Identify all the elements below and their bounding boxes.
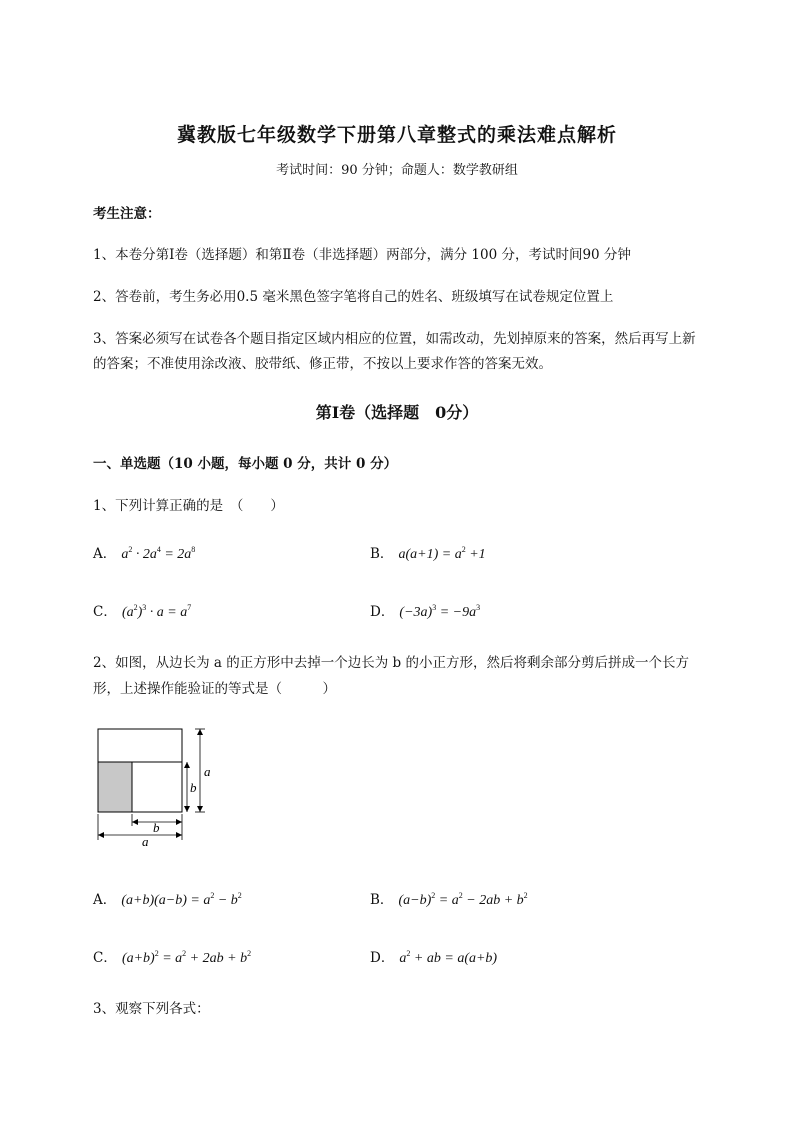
q1-stem: 1、下列计算正确的是 （ ）: [93, 498, 284, 514]
q1-option-a[interactable]: [93, 542, 195, 563]
q2-line-2: 形，上述操作能验证的等式是（ ）: [93, 681, 336, 697]
q1-option-a-expr: $a^2 \cdot 2a^4 = 2a^8$: [121, 545, 196, 562]
label-b-bottom: b: [153, 820, 160, 835]
q2-option-d-expr: $a^2$ + ab = a(a+b): [399, 949, 498, 966]
q1-option-c-label: C．: [93, 604, 117, 620]
q1-option-d-label: D．: [370, 604, 395, 620]
label-b-right: b: [190, 780, 197, 795]
q2-option-a[interactable]: [93, 888, 242, 909]
q1-option-d[interactable]: [370, 600, 480, 621]
q2-option-c-expr: $(a+b)^2 = a^2 + 2ab + b^2$: [121, 949, 252, 966]
q2-option-d-label: D．: [370, 950, 395, 966]
q1-option-b-label: B．: [370, 546, 394, 562]
q2-figure: [90, 722, 225, 852]
q1-option-b[interactable]: [370, 542, 486, 563]
q3-stem: 3、观察下列各式：: [93, 1001, 210, 1017]
q2-option-a-label: A．: [93, 892, 117, 908]
q1-option-a-label: A．: [93, 546, 117, 562]
page-subtitle: 考试时间：90 分钟；命题人：数学教研组: [276, 163, 518, 178]
notice-item-2: 2、答卷前，考生务必用0.5 毫米黑色签字笔将自己的姓名、班级填写在试卷规定位置上: [93, 289, 614, 305]
q2-option-b[interactable]: [370, 888, 528, 909]
section-title: 第Ⅰ卷（选择题 0分）: [315, 403, 479, 422]
notice-item-3: 3、答案必须写在试卷各个题目指定区域内相应的位置，如需改动，先划掉原来的答案，然后再写上新: [93, 331, 696, 347]
q1-option-d-expr: $(-3a)^3 = -9a^3$: [399, 603, 481, 620]
notice-item-1: 1、本卷分第Ⅰ卷（选择题）和第Ⅱ卷（非选择题）两部分，满分 100 分，考试时间90 分钟: [93, 247, 631, 263]
q1-option-c-expr: $(a^2)^3 \cdot a = a^7$: [121, 603, 192, 620]
q1-option-b-expr: $a(a+1) = a^2 +1$: [398, 545, 486, 562]
page-title: 冀教版七年级数学下册第八章整式的乘法难点解析: [176, 124, 617, 146]
q1-option-c[interactable]: [93, 600, 191, 621]
notice-item-3-cont: 的答案；不准使用涂改液、胶带纸、修正带，不按以上要求作答的答案无效。: [93, 356, 552, 372]
label-a-right: a: [204, 764, 211, 779]
shaded-strip: [98, 762, 132, 812]
q2-option-a-expr: $(a+b)(a-b) = a^2 - b^2$: [121, 891, 242, 908]
part-heading: 一、单选题（10 小题，每小题 0 分，共计 0 分）: [93, 456, 398, 472]
q2-option-b-label: B．: [370, 892, 394, 908]
q2-option-d[interactable]: [370, 946, 497, 967]
q2-option-c[interactable]: [93, 946, 251, 967]
notice-heading: 考生注意：: [93, 206, 161, 222]
q2-line-1: 2、如图，从边长为 a 的正方形中去掉一个边长为 b 的小正方形，然后将剩余部分剪后拼成一个长方: [93, 655, 689, 671]
q2-option-b-expr: $(a-b)^2 = a^2 - 2ab + b^2$: [398, 891, 528, 908]
label-a-bottom: a: [142, 834, 149, 849]
q2-option-c-label: C．: [93, 950, 117, 966]
